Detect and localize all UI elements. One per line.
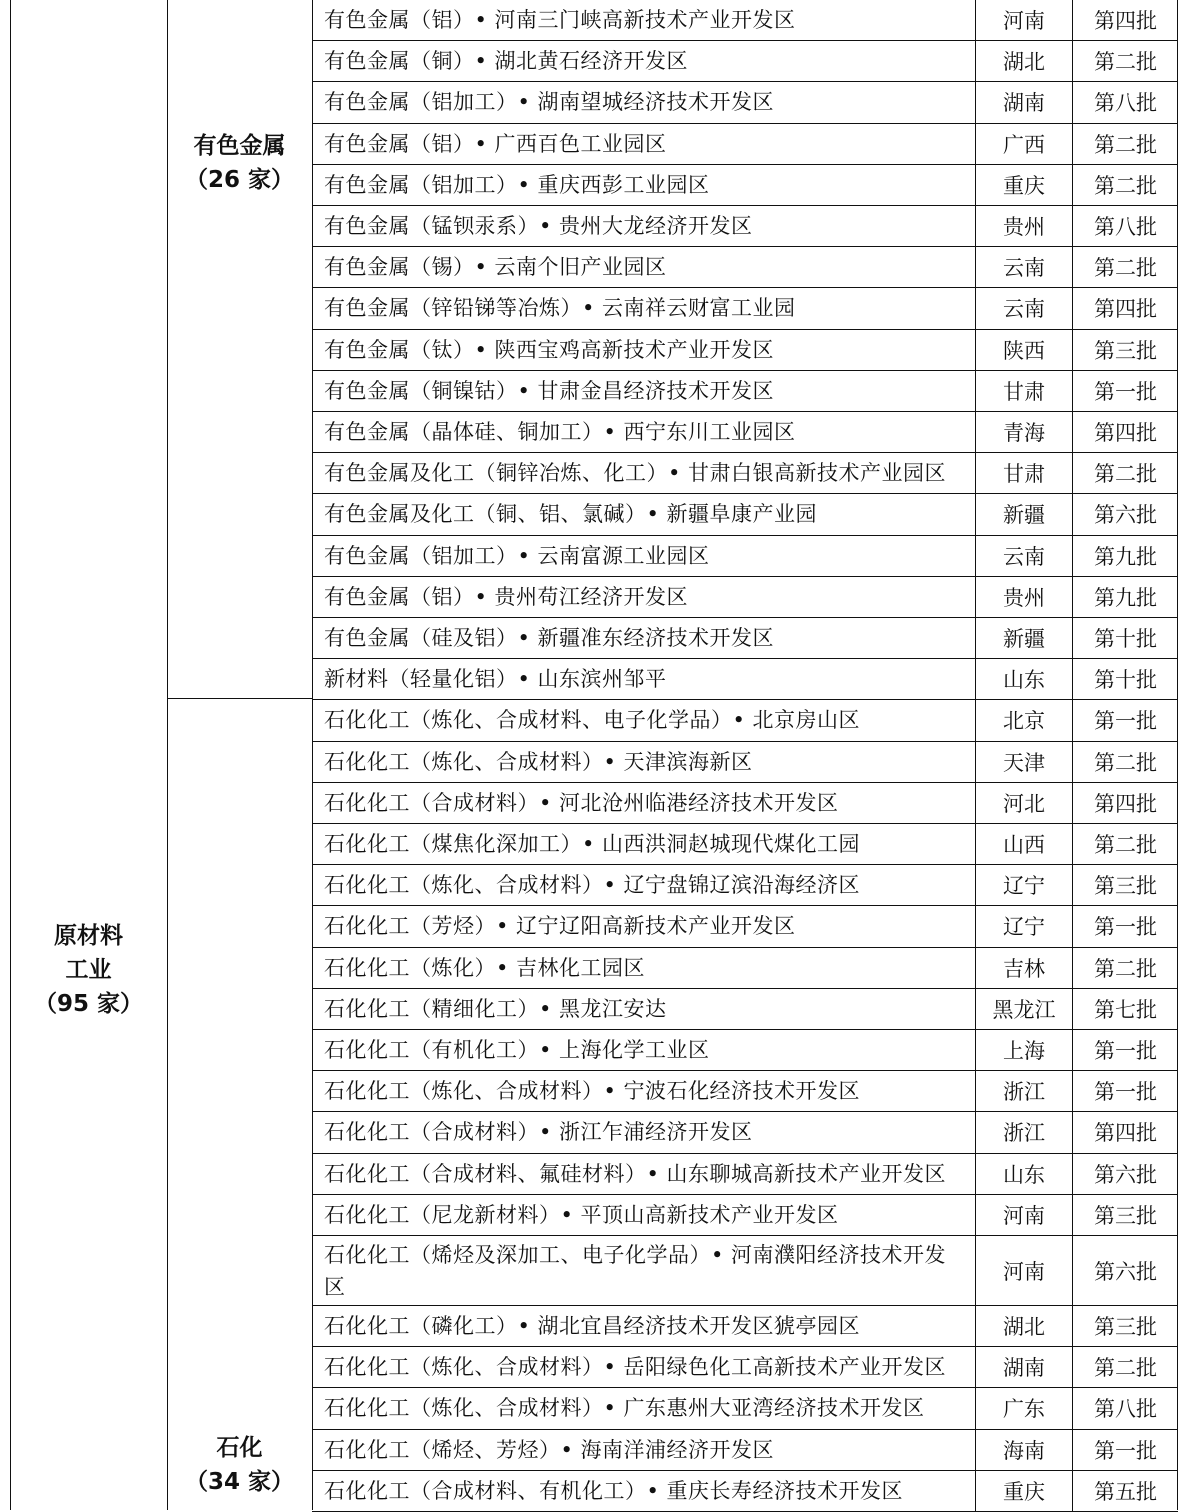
table-row xyxy=(312,1071,1178,1112)
park-name-cell: 有色金属（铜镍钴）• 甘肃金昌经济技术开发区 xyxy=(312,371,976,411)
batch-cell: 第二批 xyxy=(1094,1356,1157,1381)
group-name: 有色金属 xyxy=(193,133,286,159)
batch-cell: 第一批 xyxy=(1094,709,1157,734)
province-cell: 河南 xyxy=(976,1195,1073,1235)
batch-cell: 第十批 xyxy=(1094,668,1157,693)
table-row xyxy=(312,659,1178,700)
batch-cell: 第八批 xyxy=(1094,91,1157,116)
table-row xyxy=(312,206,1178,247)
province-cell: 广东 xyxy=(976,1388,1073,1428)
province-cell: 天津 xyxy=(976,742,1073,782)
park-name-cell: 有色金属（铝）• 贵州苟江经济开发区 xyxy=(312,577,976,617)
table-row xyxy=(312,412,1178,453)
province-cell: 重庆 xyxy=(976,1471,1073,1511)
table-row xyxy=(312,1471,1178,1512)
province-cell: 新疆 xyxy=(976,494,1073,534)
table-row xyxy=(312,0,1178,41)
park-name-cell: 石化化工（有机化工）• 上海化学工业区 xyxy=(312,1030,976,1070)
table-row xyxy=(312,948,1178,989)
province-cell: 黑龙江 xyxy=(976,989,1073,1029)
province-cell: 贵州 xyxy=(976,577,1073,617)
park-name-cell: 石化化工（煤焦化深加工）• 山西洪洞赵城现代煤化工园 xyxy=(312,824,976,864)
table-row xyxy=(312,1112,1178,1153)
province-cell: 山东 xyxy=(976,1154,1073,1194)
batch-cell: 第一批 xyxy=(1094,1039,1157,1064)
industry-label xyxy=(10,919,167,1021)
batch-cell: 第一批 xyxy=(1094,379,1157,404)
batch-cell: 第二批 xyxy=(1094,750,1157,775)
park-name-cell: 有色金属（铜）• 湖北黄石经济开发区 xyxy=(312,41,976,81)
batch-cell: 第九批 xyxy=(1094,544,1157,569)
table-row xyxy=(312,1195,1178,1236)
table-row xyxy=(312,989,1178,1030)
province-cell: 河南 xyxy=(976,1236,1073,1305)
province-cell: 河南 xyxy=(976,0,1073,40)
batch-cell: 第七批 xyxy=(1094,997,1157,1022)
province-cell: 贵州 xyxy=(976,206,1073,246)
table-row xyxy=(312,700,1178,741)
table-row xyxy=(312,371,1178,412)
park-name-cell: 石化化工（合成材料）• 河北沧州临港经济技术开发区 xyxy=(312,783,976,823)
batch-cell: 第三批 xyxy=(1094,1315,1157,1340)
park-name-cell: 石化化工（合成材料、有机化工）• 重庆长寿经济技术开发区 xyxy=(312,1471,976,1511)
table-row xyxy=(312,1306,1178,1347)
province-cell: 云南 xyxy=(976,247,1073,287)
province-cell: 湖南 xyxy=(976,1347,1073,1387)
group-separator xyxy=(167,698,312,699)
batch-cell: 第二批 xyxy=(1094,50,1157,75)
batch-cell: 第五批 xyxy=(1094,1479,1157,1504)
park-name-cell: 有色金属（钛）• 陕西宝鸡高新技术产业开发区 xyxy=(312,330,976,370)
batch-cell: 第三批 xyxy=(1094,1203,1157,1228)
table-row xyxy=(312,577,1178,618)
group-count: （34 家） xyxy=(184,1469,294,1495)
province-cell: 浙江 xyxy=(976,1071,1073,1111)
province-cell: 浙江 xyxy=(976,1112,1073,1152)
park-name-cell: 有色金属（铝加工）• 云南富源工业园区 xyxy=(312,536,976,576)
table-row xyxy=(312,824,1178,865)
table-row xyxy=(312,124,1178,165)
province-cell: 甘肃 xyxy=(976,453,1073,493)
park-name-cell: 石化化工（磷化工）• 湖北宜昌经济技术开发区猇亭园区 xyxy=(312,1306,976,1346)
park-name-cell: 有色金属（硅及铝）• 新疆准东经济技术开发区 xyxy=(312,618,976,658)
group-label-nonferrous xyxy=(167,129,312,197)
park-name-cell: 石化化工（精细化工）• 黑龙江安达 xyxy=(312,989,976,1029)
industry-name: 原材料 工业 xyxy=(54,923,123,983)
park-name-cell: 有色金属（锰钡汞系）• 贵州大龙经济开发区 xyxy=(312,206,976,246)
park-name-cell: 有色金属（铝加工）• 重庆西彭工业园区 xyxy=(312,165,976,205)
park-name-cell: 有色金属及化工（铜、铝、氯碱）• 新疆阜康产业园 xyxy=(312,494,976,534)
table-row xyxy=(312,1236,1178,1306)
table-row xyxy=(312,1430,1178,1471)
table-row xyxy=(312,82,1178,123)
batch-cell: 第六批 xyxy=(1094,1162,1157,1187)
park-name-cell: 石化化工（合成材料、氟硅材料）• 山东聊城高新技术产业开发区 xyxy=(312,1154,976,1194)
park-name-cell: 有色金属及化工（铜锌冶炼、化工）• 甘肃白银高新技术产业园区 xyxy=(312,453,976,493)
table-row xyxy=(312,453,1178,494)
province-cell: 青海 xyxy=(976,412,1073,452)
province-cell: 湖北 xyxy=(976,41,1073,81)
industry-count: （95 家） xyxy=(33,991,143,1017)
province-cell: 云南 xyxy=(976,536,1073,576)
park-name-cell: 有色金属（晶体硅、铜加工）• 西宁东川工业园区 xyxy=(312,412,976,452)
batch-cell: 第一批 xyxy=(1094,1080,1157,1105)
batch-cell: 第四批 xyxy=(1094,1121,1157,1146)
batch-cell: 第三批 xyxy=(1094,874,1157,899)
park-name-cell: 新材料（轻量化铝）• 山东滨州邹平 xyxy=(312,659,976,699)
park-name-cell: 石化化工（炼化、合成材料）• 辽宁盘锦辽滨沿海经济区 xyxy=(312,865,976,905)
batch-cell: 第三批 xyxy=(1094,338,1157,363)
park-name-cell: 有色金属（锡）• 云南个旧产业园区 xyxy=(312,247,976,287)
table-row xyxy=(312,330,1178,371)
province-cell: 湖南 xyxy=(976,82,1073,122)
province-cell: 湖北 xyxy=(976,1306,1073,1346)
table-row xyxy=(312,536,1178,577)
batch-cell: 第二批 xyxy=(1094,173,1157,198)
table-row xyxy=(312,783,1178,824)
table-row xyxy=(312,865,1178,906)
batch-cell: 第二批 xyxy=(1094,256,1157,281)
province-cell: 辽宁 xyxy=(976,906,1073,946)
table-row xyxy=(312,1154,1178,1195)
batch-cell: 第二批 xyxy=(1094,132,1157,157)
park-name-cell: 石化化工（炼化、合成材料、电子化学品）• 北京房山区 xyxy=(312,700,976,740)
province-cell: 陕西 xyxy=(976,330,1073,370)
park-name-cell: 石化化工（炼化、合成材料）• 宁波石化经济技术开发区 xyxy=(312,1071,976,1111)
park-name-cell: 有色金属（铝）• 广西百色工业园区 xyxy=(312,124,976,164)
batch-cell: 第六批 xyxy=(1094,503,1157,528)
park-name-cell: 石化化工（芳烃）• 辽宁辽阳高新技术产业开发区 xyxy=(312,906,976,946)
park-name-cell: 石化化工（合成材料）• 浙江乍浦经济开发区 xyxy=(312,1112,976,1152)
park-name-cell: 石化化工（炼化、合成材料）• 天津滨海新区 xyxy=(312,742,976,782)
group-name: 石化 xyxy=(216,1435,263,1461)
province-cell: 海南 xyxy=(976,1430,1073,1470)
park-name-cell: 石化化工（炼化、合成材料）• 岳阳绿色化工高新技术产业开发区 xyxy=(312,1347,976,1387)
province-cell: 新疆 xyxy=(976,618,1073,658)
batch-cell: 第二批 xyxy=(1094,956,1157,981)
batch-cell: 第一批 xyxy=(1094,1438,1157,1463)
park-name-cell: 石化化工（炼化）• 吉林化工园区 xyxy=(312,948,976,988)
park-name-cell: 有色金属（铝加工）• 湖南望城经济技术开发区 xyxy=(312,82,976,122)
table-row xyxy=(312,618,1178,659)
table-row xyxy=(312,41,1178,82)
province-cell: 重庆 xyxy=(976,165,1073,205)
batch-cell: 第十批 xyxy=(1094,627,1157,652)
province-cell: 山东 xyxy=(976,659,1073,699)
province-cell: 广西 xyxy=(976,124,1073,164)
province-cell: 上海 xyxy=(976,1030,1073,1070)
batch-cell: 第九批 xyxy=(1094,585,1157,610)
batch-cell: 第二批 xyxy=(1094,462,1157,487)
table-row xyxy=(312,247,1178,288)
table-row xyxy=(312,906,1178,947)
table-row xyxy=(312,165,1178,206)
province-cell: 北京 xyxy=(976,700,1073,740)
table-row xyxy=(312,288,1178,329)
batch-cell: 第四批 xyxy=(1094,297,1157,322)
table-row xyxy=(312,1030,1178,1071)
table-border-left xyxy=(10,0,11,1510)
province-cell: 甘肃 xyxy=(976,371,1073,411)
batch-cell: 第四批 xyxy=(1094,9,1157,34)
table-row xyxy=(312,494,1178,535)
table-row xyxy=(312,742,1178,783)
province-cell: 山西 xyxy=(976,824,1073,864)
park-name-cell: 石化化工（烯烃、芳烃）• 海南洋浦经济开发区 xyxy=(312,1430,976,1470)
province-cell: 云南 xyxy=(976,288,1073,328)
batch-cell: 第六批 xyxy=(1094,1259,1157,1284)
batch-cell: 第八批 xyxy=(1094,215,1157,240)
park-name-cell: 石化化工（烯烃及深加工、电子化学品）• 河南濮阳经济技术开发区 xyxy=(312,1236,976,1305)
group-count: （26 家） xyxy=(184,167,294,193)
province-cell: 吉林 xyxy=(976,948,1073,988)
batch-cell: 第四批 xyxy=(1094,421,1157,446)
table-row xyxy=(312,1347,1178,1388)
park-name-cell: 石化化工（炼化、合成材料）• 广东惠州大亚湾经济技术开发区 xyxy=(312,1388,976,1428)
group-label-petrochem xyxy=(167,1431,312,1499)
province-cell: 河北 xyxy=(976,783,1073,823)
province-cell: 辽宁 xyxy=(976,865,1073,905)
park-name-cell: 石化化工（尼龙新材料）• 平顶山高新技术产业开发区 xyxy=(312,1195,976,1235)
park-name-cell: 有色金属（铝）• 河南三门峡高新技术产业开发区 xyxy=(312,0,976,40)
table-divider-industry xyxy=(167,0,168,1510)
batch-cell: 第八批 xyxy=(1094,1397,1157,1422)
batch-cell: 第一批 xyxy=(1094,915,1157,940)
table-row xyxy=(312,1388,1178,1429)
batch-cell: 第四批 xyxy=(1094,791,1157,816)
park-name-cell: 有色金属（锌铅锑等冶炼）• 云南祥云财富工业园 xyxy=(312,288,976,328)
batch-cell: 第二批 xyxy=(1094,833,1157,858)
